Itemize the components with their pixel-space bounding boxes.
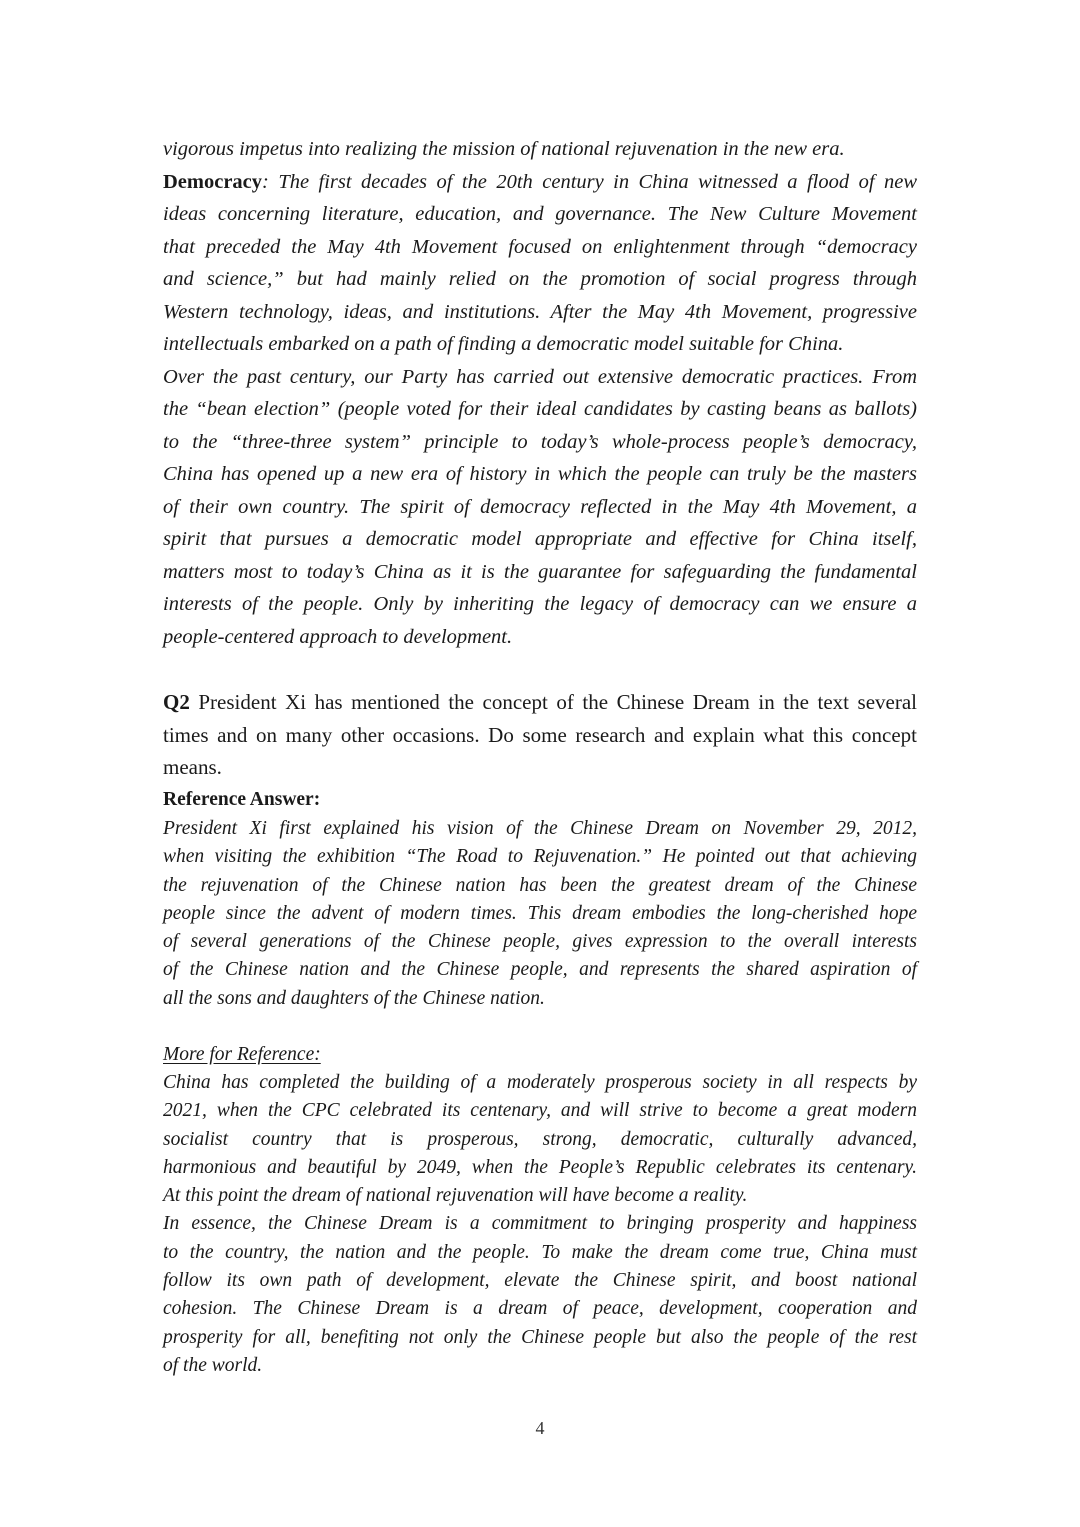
more-for-reference-heading: More for Reference: xyxy=(163,1044,321,1065)
democracy-term: Democracy xyxy=(163,170,263,193)
reference-line: follow its own path of development, elevate the Chinese spirit, and boost national xyxy=(163,1270,917,1292)
question-q2 xyxy=(163,686,917,784)
paragraph-line: that preceded the May 4th Movement focused on enlightenment through “democracy xyxy=(163,235,917,258)
reference-line: cohesion. The Chinese Dream is a dream of peace, development, cooperation and xyxy=(163,1298,917,1320)
question-line: means. xyxy=(163,755,222,779)
reference-line: 2021, when the CPC celebrated its centenary, and will strive to become a great modern xyxy=(163,1100,917,1122)
answer-line: of the Chinese nation and the Chinese people, and represents the shared aspiration of xyxy=(163,959,917,981)
paragraph-line: the “bean election” (people voted for their ideal candidates by casting beans as ballots) xyxy=(163,398,917,420)
reference-line: of the world. xyxy=(163,1354,263,1376)
paragraph-line: vigorous impetus into realizing the mission of national rejuvenation in the new era. xyxy=(163,138,845,160)
question-first-line xyxy=(163,686,917,719)
answer-line: people since the advent of modern times. This dream embodies the long-cherished hope xyxy=(163,902,917,924)
paragraph-line: spirit that pursues a democratic model appropriate and effective for China itself, xyxy=(163,528,917,550)
more-for-reference-heading-block xyxy=(163,1041,917,1069)
reference-line: At this point the dream of national rejuvenation will have become a reality. xyxy=(163,1185,748,1207)
question-text: President Xi has mentioned the concept of the Chinese Dream in the text several xyxy=(189,690,917,714)
reference-answer-heading: Reference Answer: xyxy=(163,789,321,810)
paragraph-line: and science,” but had mainly relied on the promotion of social progress through xyxy=(163,268,917,290)
reference-line: to the country, the nation and the people. To make the dream come true, China must xyxy=(163,1241,917,1263)
reference-line: harmonious and beautiful by 2049, when the People’s Republic celebrates its centenary. xyxy=(163,1156,917,1178)
paragraph-line: China has opened up a new era of history in which the people can truly be the masters xyxy=(163,463,917,485)
question-line: times and on many other occasions. Do some research and explain what this concept xyxy=(163,722,917,747)
paragraph-line: Over the past century, our Party has carried out extensive democratic practices. From xyxy=(163,365,917,388)
term-separator: : xyxy=(262,170,279,193)
paragraph-line: intellectuals embarked on a path of finding a democratic model suitable for China. xyxy=(163,333,844,355)
paragraph-line-text: The first decades of the 20th century in China witnessed a flood of new xyxy=(278,170,917,193)
paragraph-line: ideas concerning literature, education, and governance. The New Culture Movement xyxy=(163,203,917,225)
reference-line: China has completed the building of a moderately prosperous society in all respects by xyxy=(163,1072,917,1093)
paragraph-line: of their own country. The spirit of democracy reflected in the May 4th Movement, a xyxy=(163,495,917,518)
democracy-section xyxy=(163,133,917,653)
reference-line: In essence, the Chinese Dream is a commitment to bringing prosperity and happiness xyxy=(163,1213,917,1235)
more-for-reference-body xyxy=(163,1069,917,1380)
paragraph-line: people-centered approach to development. xyxy=(163,625,513,648)
answer-line: all the sons and daughters of the Chinese nation. xyxy=(163,987,545,1009)
paragraph-line: matters most to today’s China as it is the guarantee for safeguarding the fundamental xyxy=(163,560,917,583)
page-number: 4 xyxy=(535,1418,545,1438)
democracy-paragraph-first-line xyxy=(163,166,917,199)
reference-line: socialist country that is prosperous, strong, democratic, culturally advanced, xyxy=(163,1128,917,1150)
reference-answer-heading-block xyxy=(163,786,917,814)
reference-answer-body xyxy=(163,815,917,1013)
answer-line: President Xi first explained his vision of the Chinese Dream on November 29, 2012, xyxy=(163,818,917,839)
question-label: Q2 xyxy=(163,690,190,714)
paragraph-line: interests of the people. Only by inheriting the legacy of democracy can we ensure a xyxy=(163,593,917,615)
reference-line: prosperity for all, benefiting not only the Chinese people but also the people of the rest xyxy=(163,1326,917,1348)
answer-line: the rejuvenation of the Chinese nation has been the greatest dream of the Chinese xyxy=(163,874,917,896)
paragraph-line: to the “three-three system” principle to today’s whole-process people’s democracy, xyxy=(163,430,917,453)
answer-line: when visiting the exhibition “The Road to Rejuvenation.” He pointed out that achieving xyxy=(163,846,917,868)
paragraph-line: Western technology, ideas, and institutions. After the May 4th Movement, progressive xyxy=(163,300,917,323)
answer-line: of several generations of the Chinese people, gives expression to the overall interests xyxy=(163,931,917,953)
